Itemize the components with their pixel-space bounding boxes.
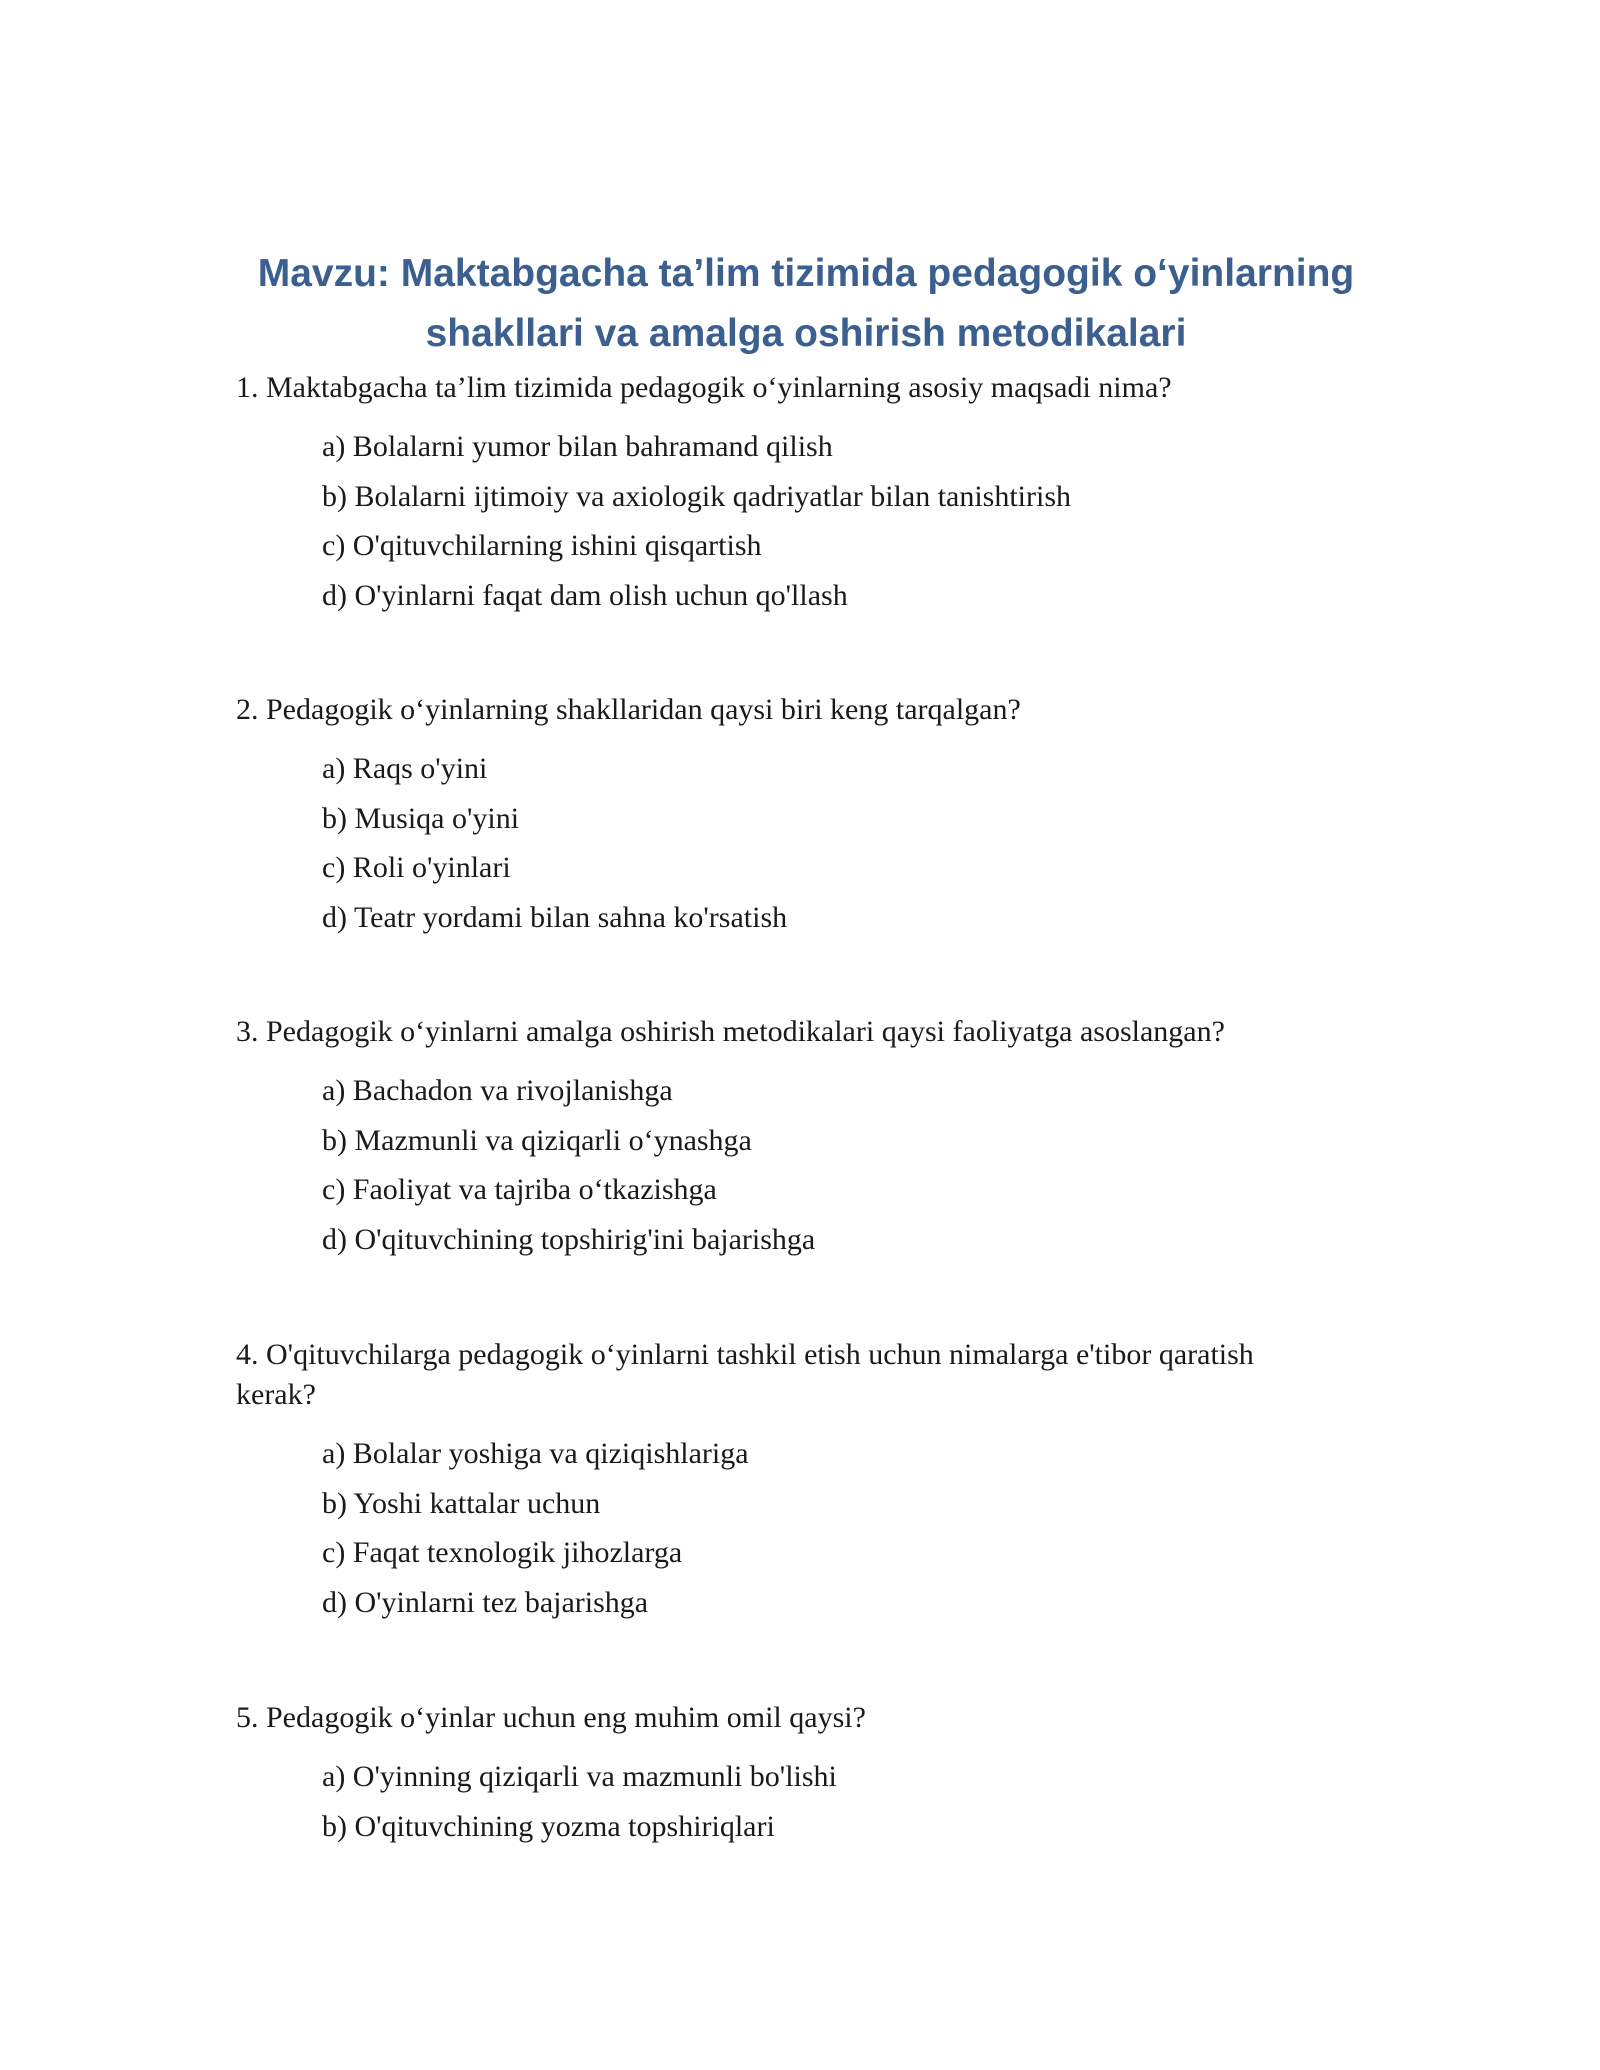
answer-option-a: a) Bachadon va rivojlanishga xyxy=(322,1074,673,1107)
answer-option-a: a) Raqs o'yini xyxy=(322,752,488,785)
answer-option-a: a) Bolalarni yumor bilan bahramand qilish xyxy=(322,430,833,463)
question-4 xyxy=(236,1335,1326,1627)
answer-option-b: b) O'qituvchining yozma topshiriqlari xyxy=(322,1809,775,1843)
answer-option-d: d) O'yinlarni tez bajarishga xyxy=(322,1585,649,1619)
answer-option-b: b) Bolalarni ijtimoiy va axiologik qadriyatlar bilan tanishtirish xyxy=(322,479,1072,513)
answer-option-b: b) Musiqa o'yini xyxy=(322,801,520,835)
answer-option-d: d) Teatr yordami bilan sahna ko'rsatish xyxy=(322,900,788,934)
title-line-1: Mavzu: Maktabgacha ta’lim tizimida pedagogik o‘yinlarning xyxy=(257,252,1355,295)
answer-option-c: c) Faoliyat va tajriba o‘tkazishga xyxy=(322,1173,717,1206)
question-2 xyxy=(236,690,1326,942)
answer-option-d: d) O'qituvchining topshirig'ini bajarishga xyxy=(322,1222,816,1256)
answer-options xyxy=(322,1752,1326,1851)
answer-options xyxy=(322,422,1326,620)
answer-options xyxy=(322,744,1326,942)
answer-option-d: d) O'yinlarni faqat dam olish uchun qo'llash xyxy=(322,578,848,612)
answer-option-b: b) Yoshi kattalar uchun xyxy=(322,1486,601,1520)
document-title xyxy=(236,244,1376,364)
question-1 xyxy=(236,368,1326,620)
question-5 xyxy=(236,1698,1326,1851)
answer-option-a: a) O'yinning qiziqarli va mazmunli bo'lishi xyxy=(322,1760,837,1793)
question-text: 2. Pedagogik o‘yinlarning shakllaridan qaysi biri keng tarqalgan? xyxy=(236,693,1021,726)
question-text: 1. Maktabgacha ta’lim tizimida pedagogik o‘yinlarning asosiy maqsadi nima? xyxy=(236,371,1172,404)
answer-options xyxy=(322,1429,1326,1627)
answer-option-c: c) O'qituvchilarning ishini qisqartish xyxy=(322,529,762,562)
answer-option-b: b) Mazmunli va qiziqarli o‘ynashga xyxy=(322,1123,752,1157)
question-text: 4. O'qituvchilarga pedagogik o‘yinlarni tashkil etish uchun nimalarga e'tibor qaratish kerak? xyxy=(236,1338,1254,1411)
question-text: 3. Pedagogik o‘yinlarni amalga oshirish metodikalari qaysi faoliyatga asoslangan? xyxy=(236,1015,1225,1048)
answer-options xyxy=(322,1066,1326,1264)
title-line-2: shakllari va amalga oshirish metodikalari xyxy=(425,312,1187,355)
answer-option-c: c) Roli o'yinlari xyxy=(322,851,511,884)
answer-option-c: c) Faqat texnologik jihozlarga xyxy=(322,1536,683,1569)
question-3 xyxy=(236,1012,1326,1264)
answer-option-a: a) Bolalar yoshiga va qiziqishlariga xyxy=(322,1437,749,1470)
question-text: 5. Pedagogik o‘yinlar uchun eng muhim omil qaysi? xyxy=(236,1701,866,1734)
